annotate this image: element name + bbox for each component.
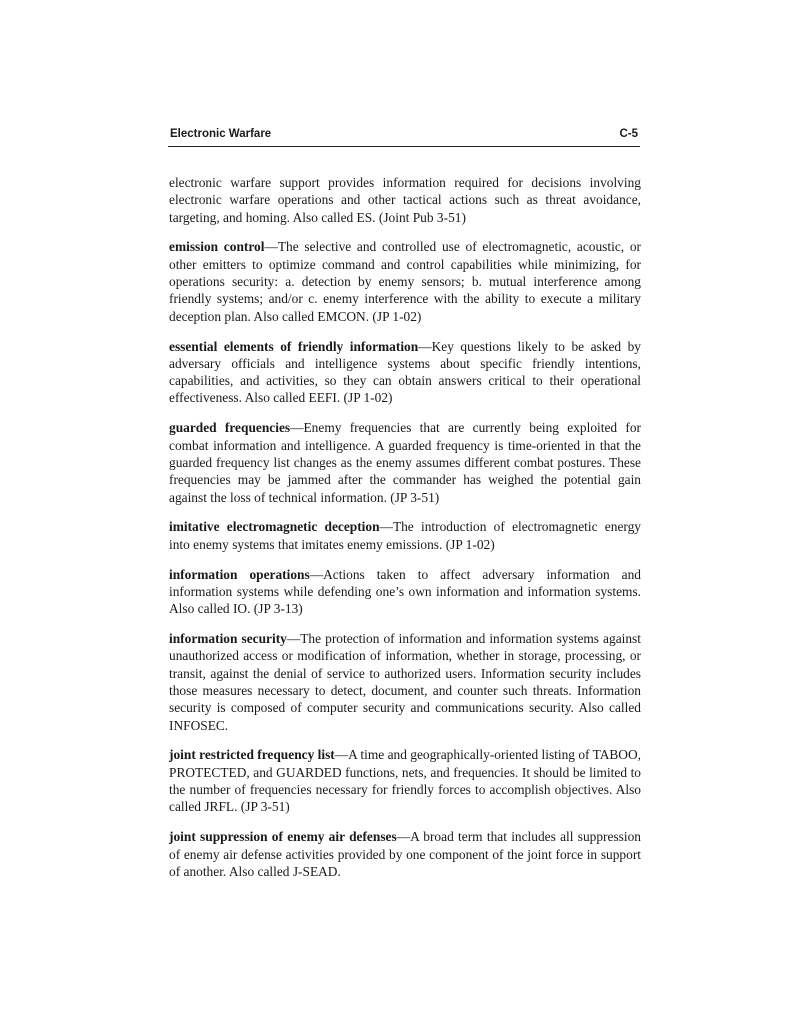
running-header (168, 126, 640, 147)
glossary-definition: —A broad term that includes all suppression of enemy air defense activities provided by one component of the joint force in support of another. Also called J-SEAD. (169, 829, 641, 879)
glossary-definition: —The introduction of electromagnetic energy into enemy systems that imitates enemy emissions. (JP 1-02) (169, 519, 641, 552)
glossary-term: guarded frequencies (169, 420, 291, 436)
chapter-title: Electronic Warfare (170, 128, 272, 140)
glossary-definition: —Actions taken to affect adversary information and information systems while defending one’s own information and information systems. Also called IO. (JP 3-13) (169, 566, 641, 617)
glossary-definition: —The protection of information and information systems against unauthorized access or modification of information, whether in storage, processing, or transit, against the denial of service to authorized users. Information security includes those measures necessary to detect, document, and counter such threats. Information security is composed of computer security and communications security. Also called INFOSEC. (169, 631, 641, 733)
glossary-term: imitative electromagnetic deception (169, 519, 380, 535)
glossary-term: joint restricted frequency list (169, 747, 335, 763)
glossary-entry-information-security (169, 630, 641, 734)
glossary-definition: —Key questions likely to be asked by adversary officials and intelligence systems about specific friendly intentions, capabilities, and activities, so they can obtain answers critical to their operational effectiveness. Also called EEFI. (JP 1-02) (169, 338, 641, 406)
glossary-definition: —Enemy frequencies that are currently being exploited for combat information and intelligence. A guarded frequency is time-oriented in that the guarded frequency list changes as the enemy assumes different combat postures. These frequencies may be jammed after the commander has weighed the potential gain against the loss of technical information. (JP 3-51) (169, 420, 641, 505)
glossary-entry-j-sead (169, 828, 641, 880)
glossary-entry-jrfl (169, 746, 641, 815)
page-number: C-5 (619, 128, 638, 140)
glossary-body (169, 174, 641, 893)
glossary-entry-imitative-deception (169, 518, 641, 553)
glossary-term: information security (169, 631, 287, 647)
glossary-term: emission control (169, 239, 265, 255)
glossary-entry-continued (169, 174, 641, 226)
glossary-entry-emission-control (169, 238, 641, 324)
glossary-definition: electronic warfare support provides information required for decisions involving electronic warfare operations and other tactical actions such as threat avoidance, targeting, and homing. Also called ES. (Joint Pub 3-51) (169, 175, 641, 225)
glossary-term: joint suppression of enemy air defenses (169, 829, 397, 845)
glossary-term: essential elements of friendly information (169, 338, 419, 354)
glossary-definition: —The selective and controlled use of electromagnetic, acoustic, or other emitters to optimize command and control capabilities while minimizing, for operations security: a. detection by enemy sensors; b. mutual interference among friendly systems; and/or c. enemy interference with the ability to execute a military deception plan. Also called EMCON. (JP 1-02) (169, 239, 641, 324)
glossary-term: information operations (169, 566, 310, 582)
glossary-entry-information-operations (169, 566, 641, 618)
glossary-entry-guarded-frequencies (169, 419, 641, 505)
glossary-definition: —A time and geographically-oriented listing of TABOO, PROTECTED, and GUARDED functions, nets, and frequencies. It should be limited to the number of frequencies necessary for friendly forces to accomplish objectives. Also called JRFL. (JP 3-51) (169, 747, 641, 815)
glossary-entry-eefi (169, 338, 641, 407)
